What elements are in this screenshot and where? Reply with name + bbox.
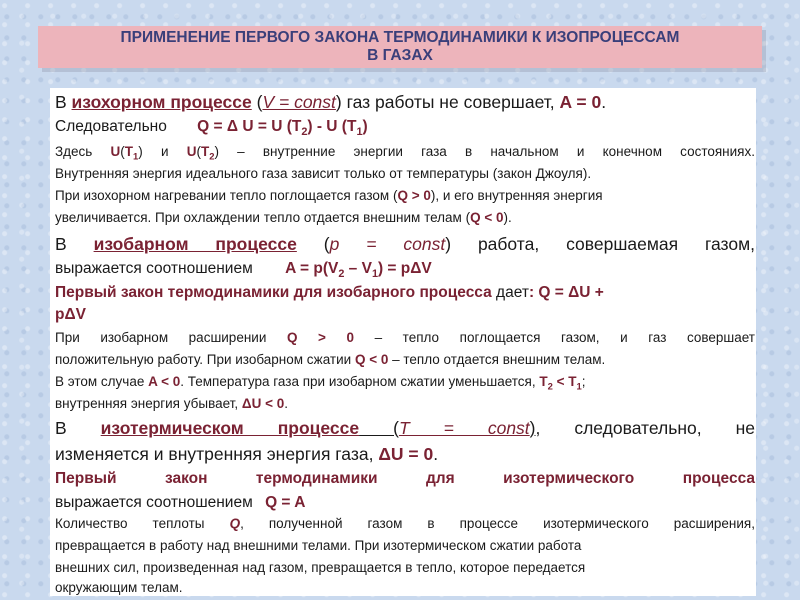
text: ) = pΔV (377, 260, 432, 277)
isothermal-line-3: Первый закон термодинамики для изотермического процесса (55, 470, 755, 487)
sub: 1 (133, 151, 139, 163)
sub: 1 (371, 268, 378, 281)
text: ( (296, 234, 330, 254)
title-line-2: В ГАЗАХ (367, 47, 433, 64)
formula-q-equals-a: Q = A (265, 494, 306, 511)
text: < T (552, 374, 577, 389)
text: . Температура газа при изобарном сжатии уменьшается, (180, 374, 540, 389)
isochoric-line-5 (55, 188, 755, 203)
text: , полученной газом в процессе изотермического расширения, (240, 516, 755, 531)
isochoric-line-3 (55, 144, 755, 163)
text: ) (362, 118, 368, 135)
text: Здесь (55, 144, 111, 159)
text: ) работа, совершаемая газом, (445, 234, 755, 254)
text: При изохорном нагревании тепло поглощается газом ( (55, 188, 398, 203)
isothermal-line-2 (55, 444, 755, 465)
text: ( (359, 418, 399, 438)
text: Следовательно (55, 118, 167, 135)
term-isochoric: изохорном процессе (71, 92, 252, 112)
text: изменяется и внутренняя энергия газа, (55, 444, 379, 464)
sub: 1 (576, 381, 582, 393)
text: A = p(V (285, 260, 339, 277)
isobaric-line-4: pΔV (55, 306, 86, 323)
text: увеличивается. При охлаждении тепло отдается внешним телам ( (55, 210, 471, 225)
isochoric-line-6 (55, 210, 755, 225)
isothermal-line-5 (55, 516, 755, 531)
symbol: Q < 0 (354, 352, 389, 367)
text: ), и его внутренняя энергия (430, 188, 603, 203)
isobaric-line-5 (55, 330, 755, 345)
text: внутренняя энергия убывает, (55, 396, 242, 411)
text: ) (529, 418, 536, 438)
text: ) - U (T (307, 118, 357, 135)
symbol: Q (286, 330, 298, 345)
text: – V (344, 260, 372, 277)
symbol: Q (229, 516, 241, 531)
isobaric-line-2 (55, 260, 755, 280)
text: выражается соотношением (55, 494, 253, 511)
isobaric-line-1 (55, 234, 755, 255)
formula-a-zero: A = 0 (559, 92, 602, 112)
isothermal-line-8: окружающим телам. (55, 580, 183, 595)
symbol: T (539, 374, 548, 389)
symbol: U (110, 144, 121, 159)
text: > 0 (297, 330, 355, 345)
text: ; (581, 374, 586, 389)
text: Q = Δ U = U (T (197, 118, 302, 135)
text: В этом случае (55, 374, 149, 389)
symbol: T (124, 144, 134, 159)
symbol: Q > 0 (397, 188, 431, 203)
text: ). (503, 210, 512, 225)
text: : Q = ΔU + (528, 284, 604, 301)
text: Количество теплоты (55, 516, 230, 531)
text: В (55, 234, 94, 254)
text: ( (251, 92, 263, 112)
text: ) газ работы не совершает, (335, 92, 560, 112)
text: ( (196, 144, 201, 159)
condition-t-const: T = const (398, 418, 530, 438)
sub: 1 (356, 126, 363, 139)
text: ( (120, 144, 125, 159)
condition-v-const: V = const (262, 92, 336, 112)
sub: 2 (547, 381, 553, 393)
text: В (55, 92, 72, 112)
text: При изобарном расширении (55, 330, 287, 345)
symbol: T (200, 144, 210, 159)
text: положительную работу. При изобарном сжатии (55, 352, 355, 367)
isochoric-line-2 (55, 118, 755, 138)
isochoric-line-1 (55, 92, 755, 113)
condition-p-const: p = const (329, 234, 446, 254)
text: , следовательно, не (535, 418, 755, 438)
formula-internal-energy (197, 118, 368, 139)
text: – тепло поглощается газом, и газ совершает (354, 330, 755, 345)
text: . (284, 396, 288, 411)
formula-work (285, 260, 432, 281)
text: дает (491, 284, 529, 301)
isobaric-line-6 (55, 352, 755, 367)
text: < 0 (261, 396, 285, 411)
sub: 2 (209, 151, 215, 163)
symbol: U (186, 144, 197, 159)
symbol: Q < 0 (470, 210, 504, 225)
sub: 2 (301, 126, 308, 139)
text: . (433, 444, 439, 464)
sub: 2 (338, 268, 345, 281)
term-isobaric: изобарном процессе (93, 234, 297, 254)
term-isothermal: изотермическом процессе (100, 418, 360, 438)
symbol: ΔU (241, 396, 262, 411)
isothermal-line-6: превращается в работу над внешними телами. При изотермическом сжатии работа (55, 538, 582, 553)
isothermal-line-7: внешних сил, произведенная над газом, превращается в тепло, которое передается (55, 560, 586, 575)
title-line-1: ПРИМЕНЕНИЕ ПЕРВОГО ЗАКОНА ТЕРМОДИНАМИКИ К ИЗОПРОЦЕССАМ (120, 29, 680, 46)
isobaric-line-8 (55, 396, 755, 411)
text: Первый закон термодинамики для изобарного процесса (55, 284, 492, 301)
isobaric-line-7 (55, 374, 755, 393)
text: В (55, 418, 101, 438)
text: ) – внутренние энергии газа в начальном и конечном состояниях. (214, 144, 755, 159)
text: выражается соотношением (55, 260, 253, 277)
isothermal-line-1 (55, 418, 755, 439)
text: . (601, 92, 607, 112)
isothermal-line-4 (55, 494, 755, 512)
isochoric-line-4: Внутренняя энергия идеального газа зависит только от температуры (закон Джоуля). (55, 166, 592, 181)
text: ) и (138, 144, 187, 159)
symbol: A (148, 374, 158, 389)
formula-du-zero: ΔU = 0 (378, 444, 434, 464)
title-banner (38, 26, 762, 68)
page-title (38, 29, 762, 65)
isobaric-line-3 (55, 284, 755, 302)
text: < 0 (157, 374, 181, 389)
text: – тепло отдается внешним телам. (388, 352, 606, 367)
